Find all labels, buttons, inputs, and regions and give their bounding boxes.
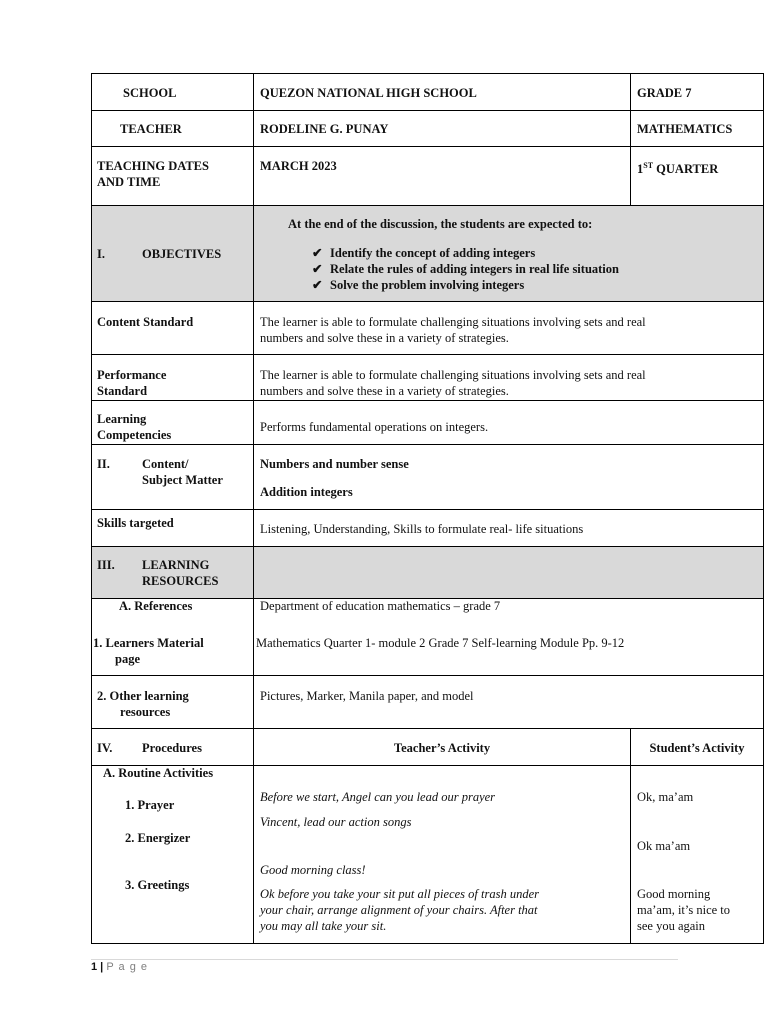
teacher-activity-instruction-line1: Ok before you take your sit put all pieces of trash under (260, 887, 539, 901)
objectives-number: I. (97, 247, 105, 261)
objectives-intro: At the end of the discussion, the students are expected to: (288, 217, 593, 231)
checkmark-icon: ✔ (312, 262, 323, 276)
page-footer (91, 959, 148, 975)
learners-material-value: Mathematics Quarter 1- module 2 Grade 7 Self-learning Module Pp. 9-12 (256, 636, 625, 650)
dates-value: MARCH 2023 (260, 159, 337, 173)
school-value: QUEZON NATIONAL HIGH SCHOOL (260, 86, 477, 100)
performance-standard-line1: The learner is able to formulate challenging situations involving sets and real (260, 368, 646, 382)
other-resources-label-line2: resources (120, 705, 171, 719)
objective-item: ✔ Relate the rules of adding integers in real life situation (312, 262, 619, 276)
objective-item: ✔ Identify the concept of adding integers (312, 246, 536, 260)
content-label-line1: Content/ (142, 457, 189, 471)
teacher-activity-instruction-line2: your chair, arrange alignment of your chairs. After that (260, 903, 538, 917)
grade-value: GRADE 7 (637, 86, 692, 100)
objectives-label: OBJECTIVES (142, 247, 222, 261)
routine-activities-label: A. Routine Activities (103, 766, 214, 780)
teacher-activity-header: Teacher’s Activity (393, 741, 491, 755)
skills-label: Skills targeted (97, 516, 174, 530)
resources-label-line2: RESOURCES (142, 574, 219, 588)
other-resources-label-line1: 2. Other learning (97, 689, 189, 703)
competencies-value: Performs fundamental operations on integers. (260, 420, 489, 434)
content-standard-line1: The learner is able to formulate challenging situations involving sets and real (260, 315, 646, 329)
competencies-label-line2: Competencies (97, 428, 172, 442)
content-standard-label: Content Standard (97, 315, 194, 329)
quarter-superscript: ST (643, 161, 654, 170)
subject-value: MATHEMATICS (637, 122, 733, 136)
student-activity-greeting-line1: Good morning (637, 887, 711, 901)
performance-standard-label-line1: Performance (97, 368, 167, 382)
performance-standard-line2: numbers and solve these in a variety of strategies. (260, 384, 509, 398)
objective-item: ✔ Solve the problem involving integers (312, 278, 525, 292)
references-value: Department of education mathematics – grade 7 (260, 599, 501, 613)
teacher-activity-instruction-line3: you may all take your sit. (260, 919, 387, 933)
learners-material-label-line1: 1. Learners Material (93, 636, 204, 650)
student-activity-prayer: Ok, ma’am (637, 790, 694, 804)
content-value-line2: Addition integers (260, 485, 353, 499)
quarter-value (637, 158, 718, 177)
dates-label-line2: AND TIME (97, 175, 161, 189)
footer-rule (91, 959, 678, 960)
teacher-label: TEACHER (120, 122, 182, 136)
footer-separator: | (97, 961, 107, 973)
content-standard-line2: numbers and solve these in a variety of strategies. (260, 331, 509, 345)
competencies-label-line1: Learning (97, 412, 147, 426)
student-activity-greeting-line2: ma’am, it’s nice to (637, 903, 731, 917)
content-number: II. (97, 457, 110, 471)
student-activity-greeting-line3: see you again (637, 919, 706, 933)
other-resources-value: Pictures, Marker, Manila paper, and model (260, 689, 474, 703)
student-activity-header: Student’s Activity (649, 741, 745, 755)
teacher-activity-energizer: Vincent, lead our action songs (260, 815, 412, 829)
energizer-label: 2. Energizer (125, 831, 191, 845)
learners-material-label-line2: page (115, 652, 140, 666)
content-label-line2: Subject Matter (142, 473, 223, 487)
teacher-value: RODELINE G. PUNAY (260, 122, 389, 136)
greetings-label: 3. Greetings (125, 878, 190, 892)
references-label: A. References (119, 599, 193, 613)
school-label: SCHOOL (123, 86, 177, 100)
performance-standard-label-line2: Standard (97, 384, 148, 398)
teacher-activity-prayer: Before we start, Angel can you lead our prayer (260, 790, 496, 804)
checkmark-icon: ✔ (312, 278, 323, 292)
resources-number: III. (97, 558, 115, 572)
student-activity-energizer: Ok ma’am (637, 839, 691, 853)
dates-label-line1: TEACHING DATES (97, 159, 209, 173)
page-number: 1 (91, 961, 98, 973)
procedures-number: IV. (97, 741, 113, 755)
quarter-word: QUARTER (653, 162, 719, 177)
resources-label-line1: LEARNING (142, 558, 210, 572)
procedures-label: Procedures (142, 741, 202, 755)
page-word: P a g e (106, 961, 148, 973)
prayer-label: 1. Prayer (125, 798, 175, 812)
skills-value: Listening, Understanding, Skills to formulate real- life situations (260, 522, 584, 536)
teacher-activity-greeting: Good morning class! (260, 863, 366, 877)
quarter-number: 1 (637, 162, 644, 177)
content-value-line1: Numbers and number sense (260, 457, 409, 471)
checkmark-icon: ✔ (312, 246, 323, 260)
